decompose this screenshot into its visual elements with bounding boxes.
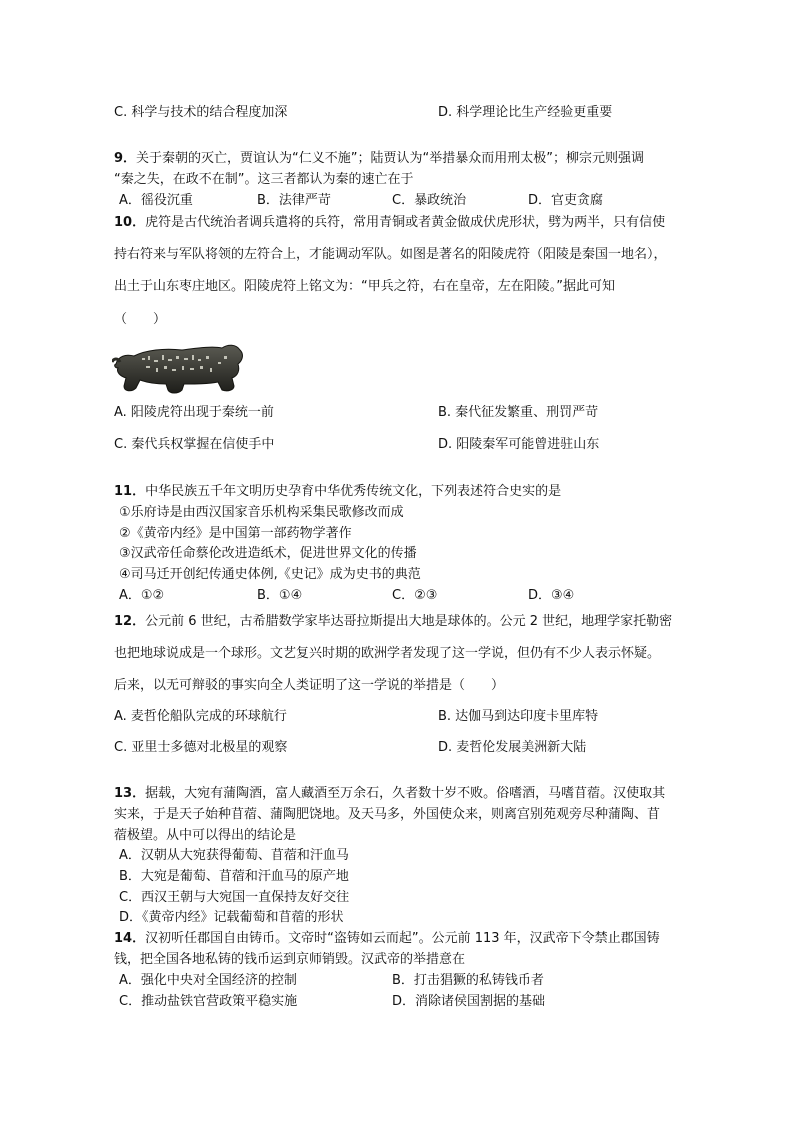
q8-option-d: D. 科学理论比生产经验更重要	[438, 105, 613, 120]
q12-option-d: D. 麦哲伦发展美洲新大陆	[438, 740, 587, 755]
q11-number: 11．	[114, 484, 146, 499]
q14-stem-line1	[114, 931, 660, 947]
q14-option-a: A．强化中央对全国经济的控制	[119, 973, 297, 988]
q12-text1: 公元前 6 世纪，古希腊数学家毕达哥拉斯提出大地是球体的。公元 2 世纪，地理学家托勒密	[145, 614, 673, 629]
q9-number: 9．	[114, 151, 137, 166]
q9-stem-line1	[114, 151, 644, 167]
q12-stem-line3: 后来，以无可辩驳的事实向全人类证明了这一学说的举措是（ ）	[114, 678, 505, 693]
q11-text1: 中华民族五千年文明历史孕育中华优秀传统文化，下列表述符合史实的是	[145, 484, 562, 499]
q9-option-b: B．法律严苛	[257, 193, 331, 208]
q11-statement-3: ③汉武帝任命蔡伦改进造纸术，促进世界文化的传播	[119, 546, 417, 561]
q14-option-c: C．推动盐铁官营政策平稳实施	[119, 994, 298, 1009]
q10-number: 10．	[114, 215, 146, 230]
q10-option-a: A. 阳陵虎符出现于秦统一前	[114, 405, 274, 420]
q11-statement-4: ④司马迁开创纪传通史体例,《史记》成为史书的典范	[119, 567, 421, 582]
q13-option-d: D．《黄帝内经》记载葡萄和苜蓿的形状	[119, 910, 344, 925]
q12-stem-line2: 也把地球说成是一个球形。文艺复兴时期的欧洲学者发现了这一学说，但仍有不少人表示怀疑。	[114, 646, 661, 661]
q13-option-a: A．汉朝从大宛获得葡萄、苜蓿和汗血马	[119, 848, 349, 863]
q11-option-c: C．②③	[392, 588, 438, 603]
q14-option-b: B．打击猖獗的私铸钱币者	[392, 973, 544, 988]
q13-text1: 据载，大宛有蒲陶酒，富人藏酒至万余石，久者数十岁不败。俗嗜酒，马嗜苜蓿。汉使取其	[145, 786, 666, 801]
q13-stem-line3: 蓿极望。从中可以得出的结论是	[114, 828, 297, 843]
q13-option-b: B．大宛是葡萄、苜蓿和汗血马的原产地	[119, 869, 349, 884]
q12-option-b: B. 达伽马到达印度卡里库特	[438, 709, 599, 724]
q9-stem-line2: “秦之失，在政不在制”。这三者都认为秦的速亡在于	[114, 172, 414, 187]
q14-text1: 汉初听任郡国自由铸币。文帝时“盗铸如云而起”。公元前 113 年，汉武帝下令禁止郡国铸	[145, 931, 660, 946]
q10-stem-line3: 出土于山东枣庄地区。阳陵虎符上铭文为：“甲兵之符，右在皇帝，左在阳陵。”据此可知	[114, 279, 615, 294]
q11-option-a: A．①②	[119, 588, 165, 603]
q14-number: 14．	[114, 931, 146, 946]
q12-stem-line1	[114, 614, 672, 630]
q9-option-a: A．徭役沉重	[119, 193, 193, 208]
q10-option-b: B. 秦代征发繁重、刑罚严苛	[438, 405, 599, 420]
q14-option-d: D．消除诸侯国割据的基础	[392, 994, 546, 1009]
q11-option-b: B．①④	[257, 588, 303, 603]
q14-stem-line2: 钱，把全国各地私铸的钱币运到京师销毁。汉武帝的举措意在	[114, 952, 466, 967]
q9-option-c: C．暴政统治	[392, 193, 467, 208]
q10-option-d: D. 阳陵秦军可能曾进驻山东	[438, 437, 600, 452]
q13-stem-line2: 实来，于是天子始种苜蓿、蒲陶肥饶地。及天马多，外国使众来，则离宫别苑观旁尽种蒲陶、苜	[114, 807, 661, 822]
q11-option-d: D．③④	[528, 588, 575, 603]
q9-text1: 关于秦朝的灭亡，贾谊认为“仁义不施”；陆贾认为“举措暴众而用刑太极”；柳宗元则强调	[136, 151, 644, 166]
q10-stem-line1	[114, 215, 665, 231]
q9-option-d: D．官吏贪腐	[528, 193, 604, 208]
q8-option-c: C. 科学与技术的结合程度加深	[114, 105, 288, 120]
q11-statement-1: ①乐府诗是由西汉国家音乐机构采集民歌修改而成	[119, 505, 404, 520]
q12-number: 12．	[114, 614, 146, 629]
q10-text1: 虎符是古代统治者调兵遣将的兵符，常用青铜或者黄金做成伏虎形状，劈为两半，只有信使	[145, 215, 666, 230]
tiger-tally-icon	[112, 338, 246, 396]
q10-stem-line2: 持右符来与军队将领的左符合上，才能调动军队。如图是著名的阳陵虎符（阳陵是秦国一地名），	[114, 247, 667, 262]
q13-number: 13．	[114, 786, 146, 801]
q10-answer-paren: （ ）	[114, 312, 167, 327]
q10-option-c: C. 秦代兵权掌握在信使手中	[114, 437, 275, 452]
q13-option-c: C．西汉王朝与大宛国一直保持友好交往	[119, 890, 350, 905]
q11-statement-2: ②《黄帝内经》是中国第一部药物学著作	[119, 526, 352, 541]
q13-stem-line1	[114, 786, 665, 802]
q12-option-c: C. 亚里士多德对北极星的观察	[114, 740, 288, 755]
q11-stem-line1	[114, 484, 561, 500]
q12-option-a: A. 麦哲伦船队完成的环球航行	[114, 709, 287, 724]
